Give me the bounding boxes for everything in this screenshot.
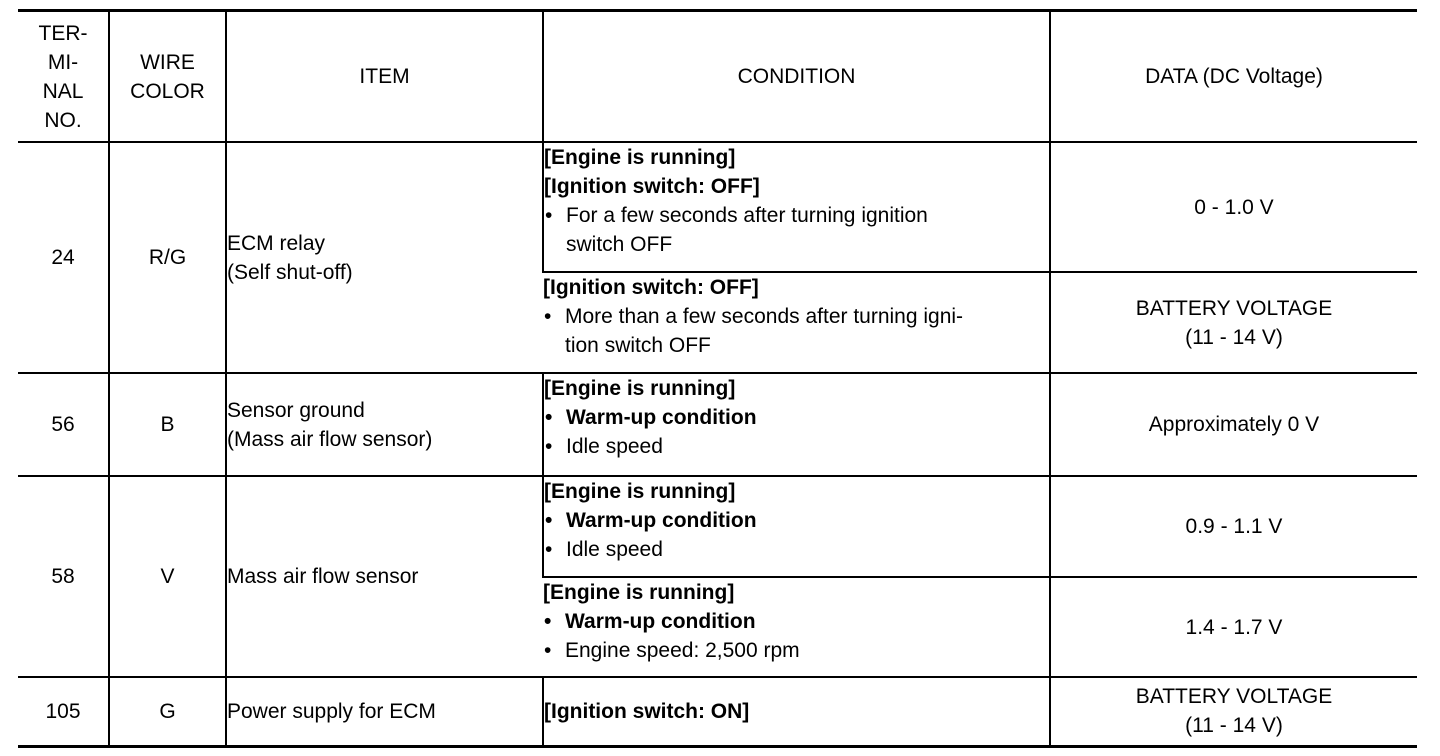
table-row bbox=[18, 476, 1417, 577]
item-cell bbox=[226, 142, 543, 373]
table-body bbox=[18, 142, 1417, 746]
ecm-terminal-table bbox=[18, 9, 1417, 748]
data-voltage-cell bbox=[1050, 476, 1417, 577]
header-data: DATA (DC Voltage) bbox=[1050, 11, 1417, 143]
bullet-dot: • bbox=[544, 610, 552, 633]
wire-color-cell: R/G bbox=[109, 142, 226, 373]
condition-bullet-text: Warm-up condition bbox=[566, 406, 757, 429]
bullet-dot: • bbox=[545, 538, 553, 561]
data-voltage-cell bbox=[1050, 142, 1417, 272]
wire-color-cell: V bbox=[109, 476, 226, 677]
condition-cell bbox=[543, 677, 1050, 746]
item-cell bbox=[226, 373, 543, 476]
condition-heading: [Engine is running] bbox=[544, 377, 736, 400]
condition-heading: [Engine is running] bbox=[544, 480, 736, 503]
item-text: Mass air flow sensor bbox=[227, 565, 419, 588]
data-voltage-cell bbox=[1050, 272, 1417, 373]
condition-cell bbox=[543, 272, 1050, 373]
condition-cell bbox=[543, 373, 1050, 476]
condition-bullet-text: Engine speed: 2,500 rpm bbox=[565, 639, 800, 662]
bullet-dot: • bbox=[544, 639, 552, 662]
condition-heading: [Engine is running] bbox=[543, 581, 735, 604]
bullet-dot: • bbox=[545, 509, 553, 532]
data-voltage-text: 1.4 - 1.7 V bbox=[1185, 615, 1283, 639]
condition-bullet-text: tion switch OFF bbox=[565, 334, 711, 357]
condition-bullet-text: Warm-up condition bbox=[565, 610, 756, 633]
data-voltage-text: 0 - 1.0 V bbox=[1194, 195, 1274, 219]
condition-cell bbox=[543, 577, 1050, 677]
condition-heading: [Ignition switch: ON] bbox=[544, 699, 750, 723]
condition-bullet-text: Idle speed bbox=[566, 538, 663, 561]
condition-bullet bbox=[543, 302, 1049, 360]
bullet-dot: • bbox=[545, 406, 553, 429]
item-cell bbox=[226, 476, 543, 677]
data-voltage-text: BATTERY VOLTAGE bbox=[1135, 685, 1333, 709]
data-voltage-text: BATTERY VOLTAGE bbox=[1135, 296, 1333, 320]
item-text: Power supply for ECM bbox=[227, 699, 436, 723]
header-item: ITEM bbox=[226, 11, 543, 143]
table-row bbox=[18, 677, 1417, 746]
bullet-dot: • bbox=[544, 305, 552, 328]
bullet-dot: • bbox=[545, 435, 553, 458]
terminal-number-cell: 58 bbox=[18, 476, 109, 677]
condition-bullet-text: For a few seconds after turning ignition bbox=[566, 204, 928, 227]
table-row bbox=[18, 373, 1417, 476]
terminal-number-cell: 24 bbox=[18, 142, 109, 373]
data-voltage-cell bbox=[1050, 677, 1417, 746]
condition-bullet-text: Idle speed bbox=[566, 435, 663, 458]
terminal-number-cell: 105 bbox=[18, 677, 109, 746]
condition-heading: [Engine is running] bbox=[544, 146, 736, 169]
condition-bullet bbox=[544, 535, 1049, 564]
item-text: ECM relay bbox=[227, 231, 326, 255]
data-voltage-cell bbox=[1050, 373, 1417, 476]
terminal-number-cell: 56 bbox=[18, 373, 109, 476]
data-voltage-text: (11 - 14 V) bbox=[1185, 325, 1283, 349]
item-cell bbox=[226, 677, 543, 746]
condition-bullet bbox=[544, 403, 1049, 432]
item-text: (Mass air flow sensor) bbox=[227, 427, 433, 451]
condition-heading: [Ignition switch: OFF] bbox=[544, 175, 760, 198]
data-voltage-text: Approximately 0 V bbox=[1148, 413, 1320, 436]
condition-bullet bbox=[544, 506, 1049, 535]
wire-color-cell: B bbox=[109, 373, 226, 476]
header-wire-color: WIRE COLOR bbox=[109, 11, 226, 143]
condition-cell bbox=[543, 476, 1050, 577]
condition-bullet bbox=[543, 607, 1049, 636]
data-voltage-text: (11 - 14 V) bbox=[1185, 714, 1283, 738]
condition-bullet bbox=[544, 432, 1049, 461]
condition-heading: [Ignition switch: OFF] bbox=[543, 276, 759, 299]
condition-bullet-text: More than a few seconds after turning igni- bbox=[565, 305, 964, 328]
item-text: Sensor ground bbox=[227, 398, 365, 422]
condition-bullet bbox=[544, 201, 1049, 259]
item-text: (Self shut-off) bbox=[227, 260, 353, 284]
condition-bullet bbox=[543, 636, 1049, 665]
header-condition: CONDITION bbox=[543, 11, 1050, 143]
bullet-dot: • bbox=[545, 204, 553, 227]
condition-bullet-text: switch OFF bbox=[566, 233, 673, 256]
condition-cell bbox=[543, 142, 1050, 272]
wire-color-cell: G bbox=[109, 677, 226, 746]
table-row bbox=[18, 142, 1417, 272]
table-header bbox=[18, 11, 1417, 143]
header-terminal-no: TER- MI- NAL NO. bbox=[18, 11, 109, 143]
condition-bullet-text: Warm-up condition bbox=[566, 509, 757, 532]
data-voltage-text: 0.9 - 1.1 V bbox=[1185, 515, 1283, 538]
data-voltage-cell bbox=[1050, 577, 1417, 677]
